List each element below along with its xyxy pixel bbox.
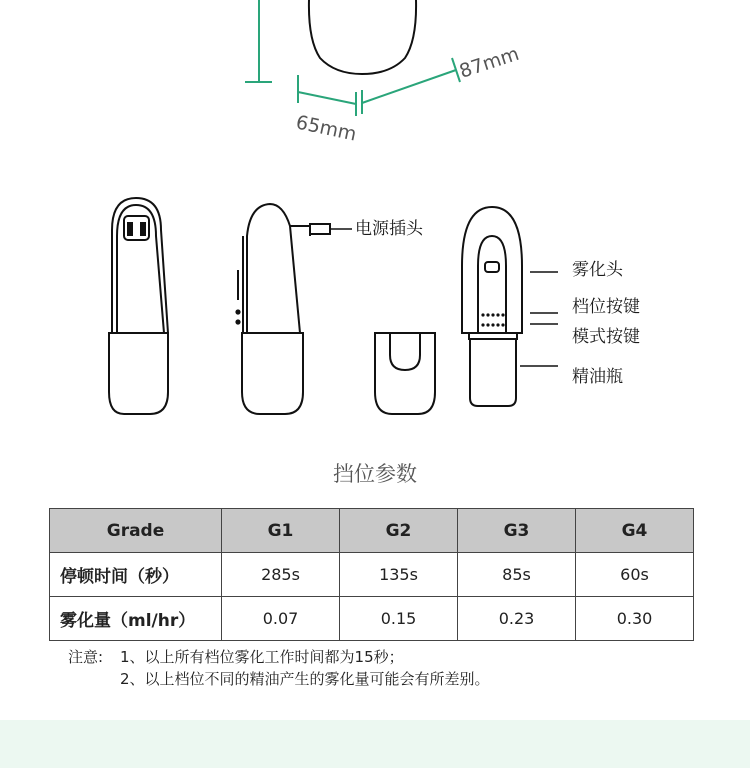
footer-band [0,720,750,768]
oil-bottle-label: 精油瓶 [572,367,623,387]
table-cell: 0.30 [576,597,694,641]
top-view-outline [309,0,416,74]
height-dimension-label: 87mm [456,42,522,83]
mode-button-label: 模式按键 [572,327,640,347]
table-header-cell: Grade [50,509,222,553]
table-header-cell: G2 [340,509,458,553]
button-dots [481,313,504,326]
table-row [50,597,694,641]
table-header-row [50,509,694,553]
table-cell: 0.15 [340,597,458,641]
note-line-1: 1、以上所有档位雾化工作时间都为15秒； [120,648,404,666]
table-cell: 0.23 [458,597,576,641]
front-view [109,198,168,414]
width-dimension-label: 65mm [293,111,359,146]
row-label: 停顿时间（秒） [50,553,222,597]
plug-label: 电源插头 [355,219,423,239]
table-cell: 85s [458,553,576,597]
table-header-cell: G1 [222,509,340,553]
table-cell: 135s [340,553,458,597]
table-cell: 285s [222,553,340,597]
level-button-label: 档位按键 [572,297,640,317]
grade-table [49,508,694,641]
table-header-cell: G4 [576,509,694,553]
row-label: 雾化量（ml/hr） [50,597,222,641]
inner-view [462,207,522,406]
atomizer-head-label: 雾化头 [572,260,623,280]
dimension-lines [245,0,460,116]
cap-part [375,333,435,414]
section-title: 挡位参数 [333,462,417,486]
side-view [236,204,330,414]
part-leader-lines [520,272,558,366]
table-cell: 60s [576,553,694,597]
table-row [50,553,694,597]
table-cell: 0.07 [222,597,340,641]
note-prefix: 注意: [68,648,104,666]
table-header-cell: G3 [458,509,576,553]
note-line-2: 2、以上档位不同的精油产生的雾化量可能会有所差别。 [120,670,490,688]
